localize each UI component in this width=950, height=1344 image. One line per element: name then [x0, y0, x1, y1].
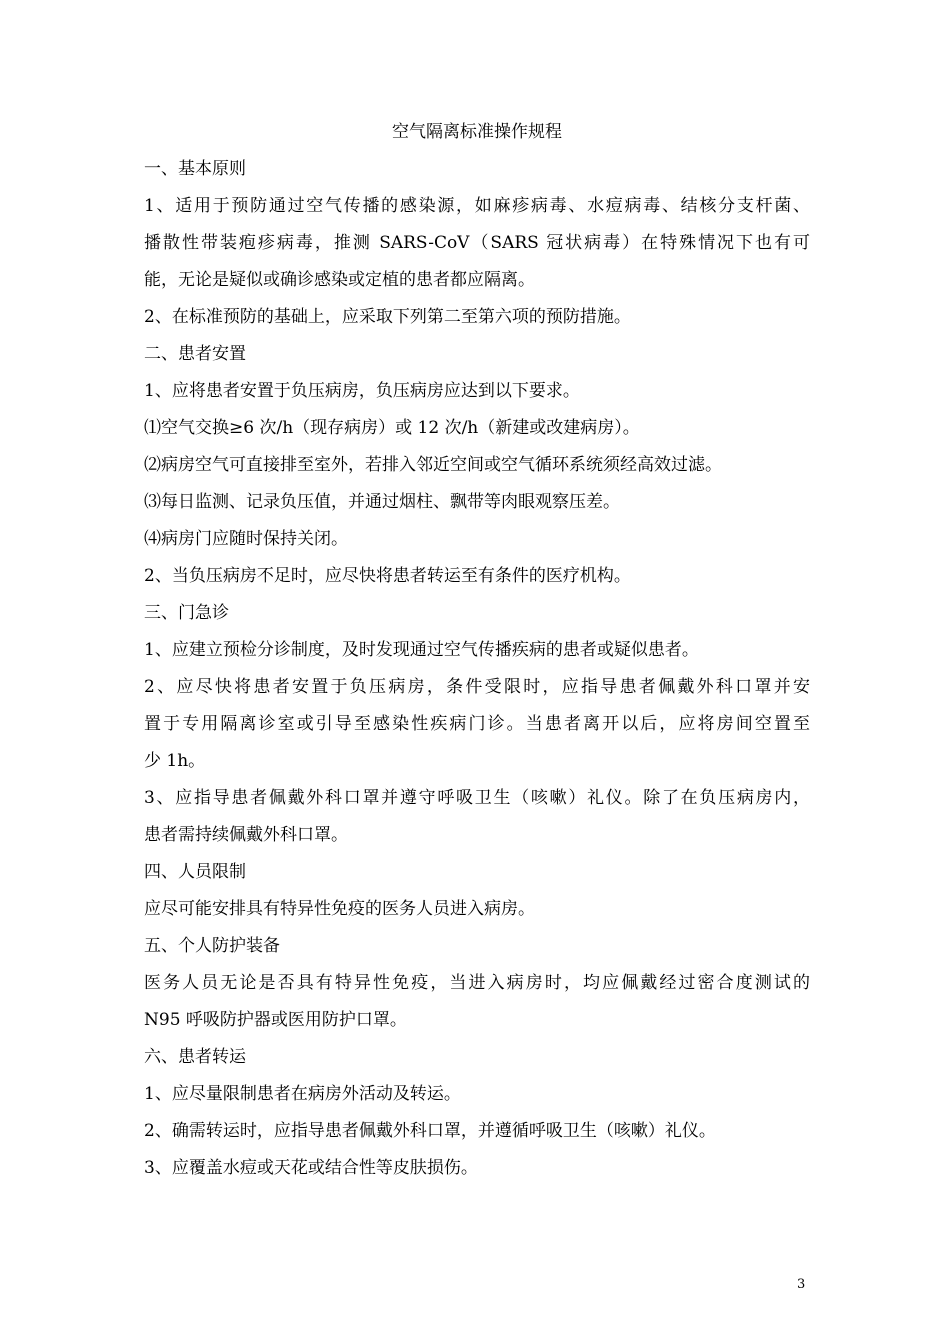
paragraph-line: 2、确需转运时，应指导患者佩戴外科口罩，并遵循呼吸卫生（咳嗽）礼仪。: [144, 1121, 716, 1141]
paragraph-line: 置于专用隔离诊室或引导至感染性疾病门诊。当患者离开以后，应将房间空置至: [144, 714, 810, 734]
paragraph-line: 2、在标准预防的基础上，应采取下列第二至第六项的预防措施。: [144, 307, 631, 327]
page-number: 3: [797, 1277, 806, 1292]
list-item: ⑵病房空气可直接排至室外，若排入邻近空间或空气循环系统须经高效过滤。: [144, 455, 722, 475]
paragraph-line: N95 呼吸防护器或医用防护口罩。: [144, 1010, 407, 1030]
paragraph-line: 3、应覆盖水痘或天花或结合性等皮肤损伤。: [144, 1158, 478, 1178]
paragraph-line: 2、当负压病房不足时，应尽快将患者转运至有条件的医疗机构。: [144, 566, 631, 586]
paragraph-line: 1、应尽量限制患者在病房外活动及转运。: [144, 1084, 461, 1104]
paragraph-line: 1、应建立预检分诊制度，及时发现通过空气传播疾病的患者或疑似患者。: [144, 640, 699, 660]
section-heading-basic-principles: 一、基本原则: [144, 159, 246, 179]
list-item: ⑴空气交换≥6 次/h（现存病房）或 12 次/h（新建或改建病房）。: [144, 418, 640, 438]
paragraph-line: 1、应将患者安置于负压病房，负压病房应达到以下要求。: [144, 381, 580, 401]
list-item: ⑶每日监测、记录负压值，并通过烟柱、飘带等肉眼观察压差。: [144, 492, 620, 512]
section-heading-personnel-restriction: 四、人员限制: [144, 862, 246, 882]
list-item: ⑷病房门应随时保持关闭。: [144, 529, 348, 549]
section-heading-patient-placement: 二、患者安置: [144, 344, 246, 364]
paragraph-line: 医务人员无论是否具有特异性免疫，当进入病房时，均应佩戴经过密合度测试的: [144, 973, 810, 993]
paragraph-line: 播散性带装疱疹病毒，推测 SARS-CoV（SARS 冠状病毒）在特殊情况下也有可: [144, 233, 810, 253]
paragraph-line: 1、适用于预防通过空气传播的感染源，如麻疹病毒、水痘病毒、结核分支杆菌、: [144, 196, 810, 216]
section-heading-outpatient-emergency: 三、门急诊: [144, 603, 229, 623]
section-heading-personal-protective-equipment: 五、个人防护装备: [144, 936, 280, 956]
paragraph-line: 2、应尽快将患者安置于负压病房，条件受限时，应指导患者佩戴外科口罩并安: [144, 677, 810, 697]
paragraph-line: 患者需持续佩戴外科口罩。: [144, 825, 348, 845]
paragraph-line: 能，无论是疑似或确诊感染或定植的患者都应隔离。: [144, 270, 535, 290]
section-heading-patient-transport: 六、患者转运: [144, 1047, 246, 1067]
paragraph-line: 少 1h。: [144, 751, 206, 771]
paragraph-line: 3、应指导患者佩戴外科口罩并遵守呼吸卫生（咳嗽）礼仪。除了在负压病房内，: [144, 788, 810, 808]
document-body: [144, 114, 810, 1187]
document-title: 空气隔离标准操作规程: [392, 122, 562, 142]
paragraph-line: 应尽可能安排具有特异性免疫的医务人员进入病房。: [144, 899, 535, 919]
